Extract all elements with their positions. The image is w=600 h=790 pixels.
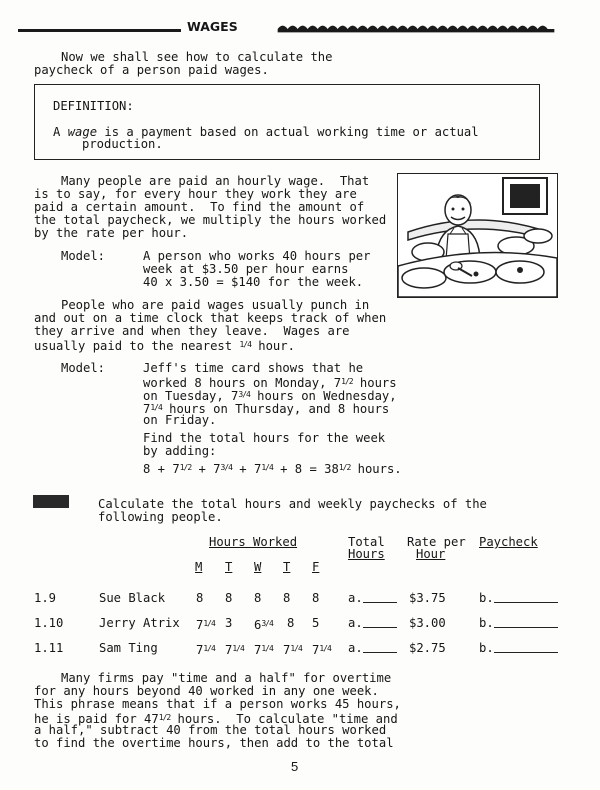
model2-line-3: on Tuesday, $7^{3/4}$ hours on Wednesday, — [143, 389, 397, 403]
para3-line-1: Many firms pay "time and a half" for overtime — [61, 671, 392, 685]
row-1-11-tue: $7^{1/4}$ — [225, 643, 244, 657]
row-1-9-wed: 8 — [254, 591, 262, 605]
row-1-9-name: Sue Black — [99, 591, 166, 605]
model2-line-2: worked 8 hours on Monday, $7^{1/2}$ hours — [143, 376, 397, 390]
intro-line-2: paycheck of a person paid wages. — [34, 63, 269, 77]
row-1-10-thu: 8 — [287, 616, 295, 630]
row-1-9-mon: 8 — [196, 591, 204, 605]
header-day-t1: T — [225, 560, 233, 574]
para1-line-5: by the rate per hour. — [34, 226, 189, 240]
header-paycheck: Paycheck — [479, 535, 538, 549]
header-hours-worked: Hours Worked — [209, 535, 298, 549]
model2-line-6: Find the total hours for the week — [143, 431, 386, 445]
model2-line-4: $7^{1/4}$ hours on Thursday, and 8 hours — [143, 402, 390, 416]
model1-line-3: 40 x 3.50 = $140 for the week. — [143, 275, 364, 289]
para1-line-1: Many people are paid an hourly wage. That — [61, 174, 370, 188]
row-1-11-fri: $7^{1/4}$ — [312, 643, 331, 657]
row-1-10-fri: 5 — [312, 616, 320, 630]
row-1-10-mon: $7^{1/4}$ — [196, 618, 215, 632]
row-1-10-tue: 3 — [225, 616, 233, 630]
row-1-11-name: Sam Ting — [99, 641, 158, 655]
model1-line-2: week at $3.50 per hour earns — [143, 262, 349, 276]
model2-line-5: on Friday. — [143, 413, 217, 427]
row-1-11-total-blank[interactable]: a. — [348, 642, 397, 656]
exercise-instruction-1: Calculate the total hours and weekly paychecks of the — [98, 497, 487, 511]
row-1-9-tue: 8 — [225, 591, 233, 605]
row-1-10-paycheck-blank[interactable]: b. — [479, 617, 558, 631]
model1-line-1: A person who works 40 hours per — [143, 249, 371, 263]
model2-line-7: by adding: — [143, 444, 217, 458]
section-title: WAGES — [181, 20, 244, 34]
header-rate-2: Hour — [416, 547, 446, 561]
model2-line-1: Jeff's time card shows that he — [143, 361, 364, 375]
row-1-10-number: 1.10 — [34, 616, 64, 630]
para3-line-6: to find the overtime hours, then add to the total — [34, 736, 394, 750]
header-day-t2: T — [283, 560, 291, 574]
row-1-11-paycheck-blank[interactable]: b. — [479, 642, 558, 656]
model2-label: Model: — [61, 361, 106, 375]
para3-line-4: he is paid for $47^{1/2}$ hours. To calculate "time and — [34, 712, 398, 726]
row-1-10-wed: $6^{3/4}$ — [254, 618, 273, 632]
header-rule-left — [18, 29, 181, 32]
para3-line-3: This phrase means that if a person works 45 hours, — [34, 697, 401, 711]
para2-line-4: usually paid to the nearest $^{1/4}$ hour. — [34, 339, 295, 353]
row-1-10-total-blank[interactable]: a. — [348, 617, 397, 631]
para2-line-3: they arrive and when they leave. Wages are — [34, 324, 350, 338]
row-1-9-rate: $3.75 — [409, 591, 446, 605]
cook-illustration — [397, 173, 558, 298]
definition-term: wage — [67, 125, 98, 139]
para3-line-2: for any hours beyond 40 worked in any one week. — [34, 684, 379, 698]
definition-line-1: A wage is a payment based on actual working time or actual — [53, 125, 479, 139]
row-1-9-paycheck-blank[interactable]: b. — [479, 592, 558, 606]
header-total-2: Hours — [348, 547, 385, 561]
header-day-f: F — [312, 560, 320, 574]
cook-at-pie-counter-icon — [398, 174, 557, 297]
definition-line-2: production. — [82, 137, 163, 151]
model2-sum: $8 + 7^{1/2} + 7^{3/4} + 7^{1/4} + 8 = 38^{1/2}$ hours. — [143, 462, 402, 476]
row-1-11-mon: $7^{1/4}$ — [196, 643, 215, 657]
model1-label: Model: — [61, 249, 106, 263]
para2-line-1: People who are paid wages usually punch in — [61, 298, 370, 312]
row-1-11-thu: $7^{1/4}$ — [283, 643, 302, 657]
definition-label: DEFINITION: — [53, 99, 134, 113]
para1-line-3: paid a certain amount. To find the amount of — [34, 200, 365, 214]
intro-line-1: Now we shall see how to calculate the — [61, 50, 333, 64]
header-total-1: Total — [348, 535, 385, 549]
page-number: 5 — [291, 759, 299, 774]
row-1-9-thu: 8 — [283, 591, 291, 605]
row-1-9-number: 1.9 — [34, 591, 57, 605]
row-1-10-name: Jerry Atrix — [99, 616, 180, 630]
exercise-marker — [33, 495, 69, 508]
exercise-instruction-2: following people. — [98, 510, 223, 524]
header-day-w: W — [254, 560, 262, 574]
row-1-11-number: 1.11 — [34, 641, 64, 655]
header-scallop-border — [250, 24, 582, 34]
row-1-9-fri: 8 — [312, 591, 320, 605]
header-rate-1: Rate per — [407, 535, 466, 549]
para3-line-5: a half," subtract 40 from the total hours worked — [34, 723, 387, 737]
para1-line-4: the total paycheck, we multiply the hours worked — [34, 213, 387, 227]
row-1-11-rate: $2.75 — [409, 641, 446, 655]
row-1-10-rate: $3.00 — [409, 616, 446, 630]
para1-line-2: is to say, for every hour they work they are — [34, 187, 357, 201]
row-1-9-total-blank[interactable]: a. — [348, 592, 397, 606]
header-day-m: M — [195, 560, 203, 574]
row-1-11-wed: $7^{1/4}$ — [254, 643, 273, 657]
para2-line-2: and out on a time clock that keeps track of when — [34, 311, 387, 325]
